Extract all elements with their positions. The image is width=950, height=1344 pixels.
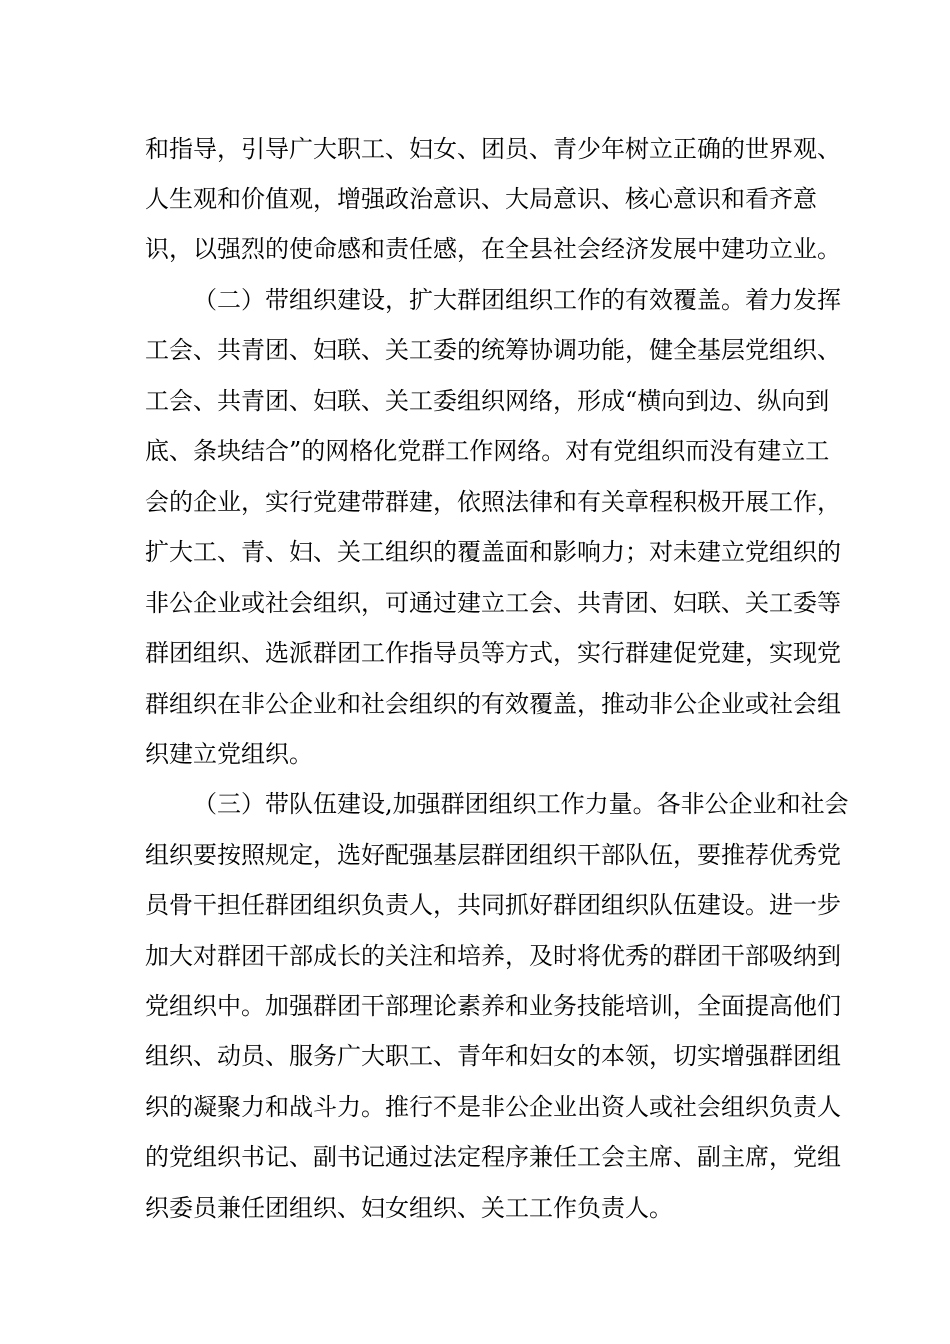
text-line: 和指导，引导广大职工、妇女、团员、青少年树立正确的世界观、 <box>145 135 841 163</box>
text-line: （三）带队伍建设,加强群团组织工作力量。各非公企业和社会 <box>193 790 849 818</box>
text-line: 会的企业，实行党建带群建，依照法律和有关章程积极开展工作， <box>145 488 841 516</box>
text-line: 工会、共青团、妇联、关工委组织网络，形成“横向到边、纵向到 <box>145 387 830 415</box>
text-line: 党组织中。加强群团干部理论素养和业务技能培训，全面提高他们 <box>145 992 841 1020</box>
text-line: 识，以强烈的使命感和责任感，在全县社会经济发展中建功立业。 <box>145 235 841 263</box>
text-line: （二）带组织建设，扩大群团组织工作的有效覆盖。着力发挥 <box>193 286 841 314</box>
text-line: 工会、共青团、妇联、关工委的统筹协调功能，健全基层党组织、 <box>145 336 841 364</box>
text-line: 群组织在非公企业和社会组织的有效覆盖，推动非公企业或社会组 <box>145 690 841 718</box>
text-line: 人生观和价值观，增强政治意识、大局意识、核心意识和看齐意 <box>145 185 817 213</box>
text-line: 扩大工、青、妇、关工组织的覆盖面和影响力；对未建立党组织的 <box>145 538 841 566</box>
text-line: 底、条块结合”的网格化党群工作网络。对有党组织而没有建立工 <box>145 437 830 465</box>
text-line: 织的凝聚力和战斗力。推行不是非公企业出资人或社会组织负责人 <box>145 1093 841 1121</box>
text-line: 员骨干担任群团组织负责人，共同抓好群团组织队伍建设。进一步 <box>145 891 841 919</box>
text-line: 的党组织书记、副书记通过法定程序兼任工会主席、副主席，党组 <box>145 1143 841 1171</box>
text-line: 组织要按照规定，选好配强基层群团组织干部队伍，要推荐优秀党 <box>145 841 841 869</box>
text-line: 织委员兼任团组织、妇女组织、关工工作负责人。 <box>145 1194 673 1222</box>
text-line: 组织、动员、服务广大职工、青年和妇女的本领，切实增强群团组 <box>145 1042 841 1070</box>
text-line: 加大对群团干部成长的关注和培养，及时将优秀的群团干部吸纳到 <box>145 942 841 970</box>
text-line: 织建立党组织。 <box>145 740 313 768</box>
text-line: 非公企业或社会组织，可通过建立工会、共青团、妇联、关工委等 <box>145 589 841 617</box>
text-line: 群团组织、选派群团工作指导员等方式，实行群建促党建，实现党 <box>145 639 841 667</box>
